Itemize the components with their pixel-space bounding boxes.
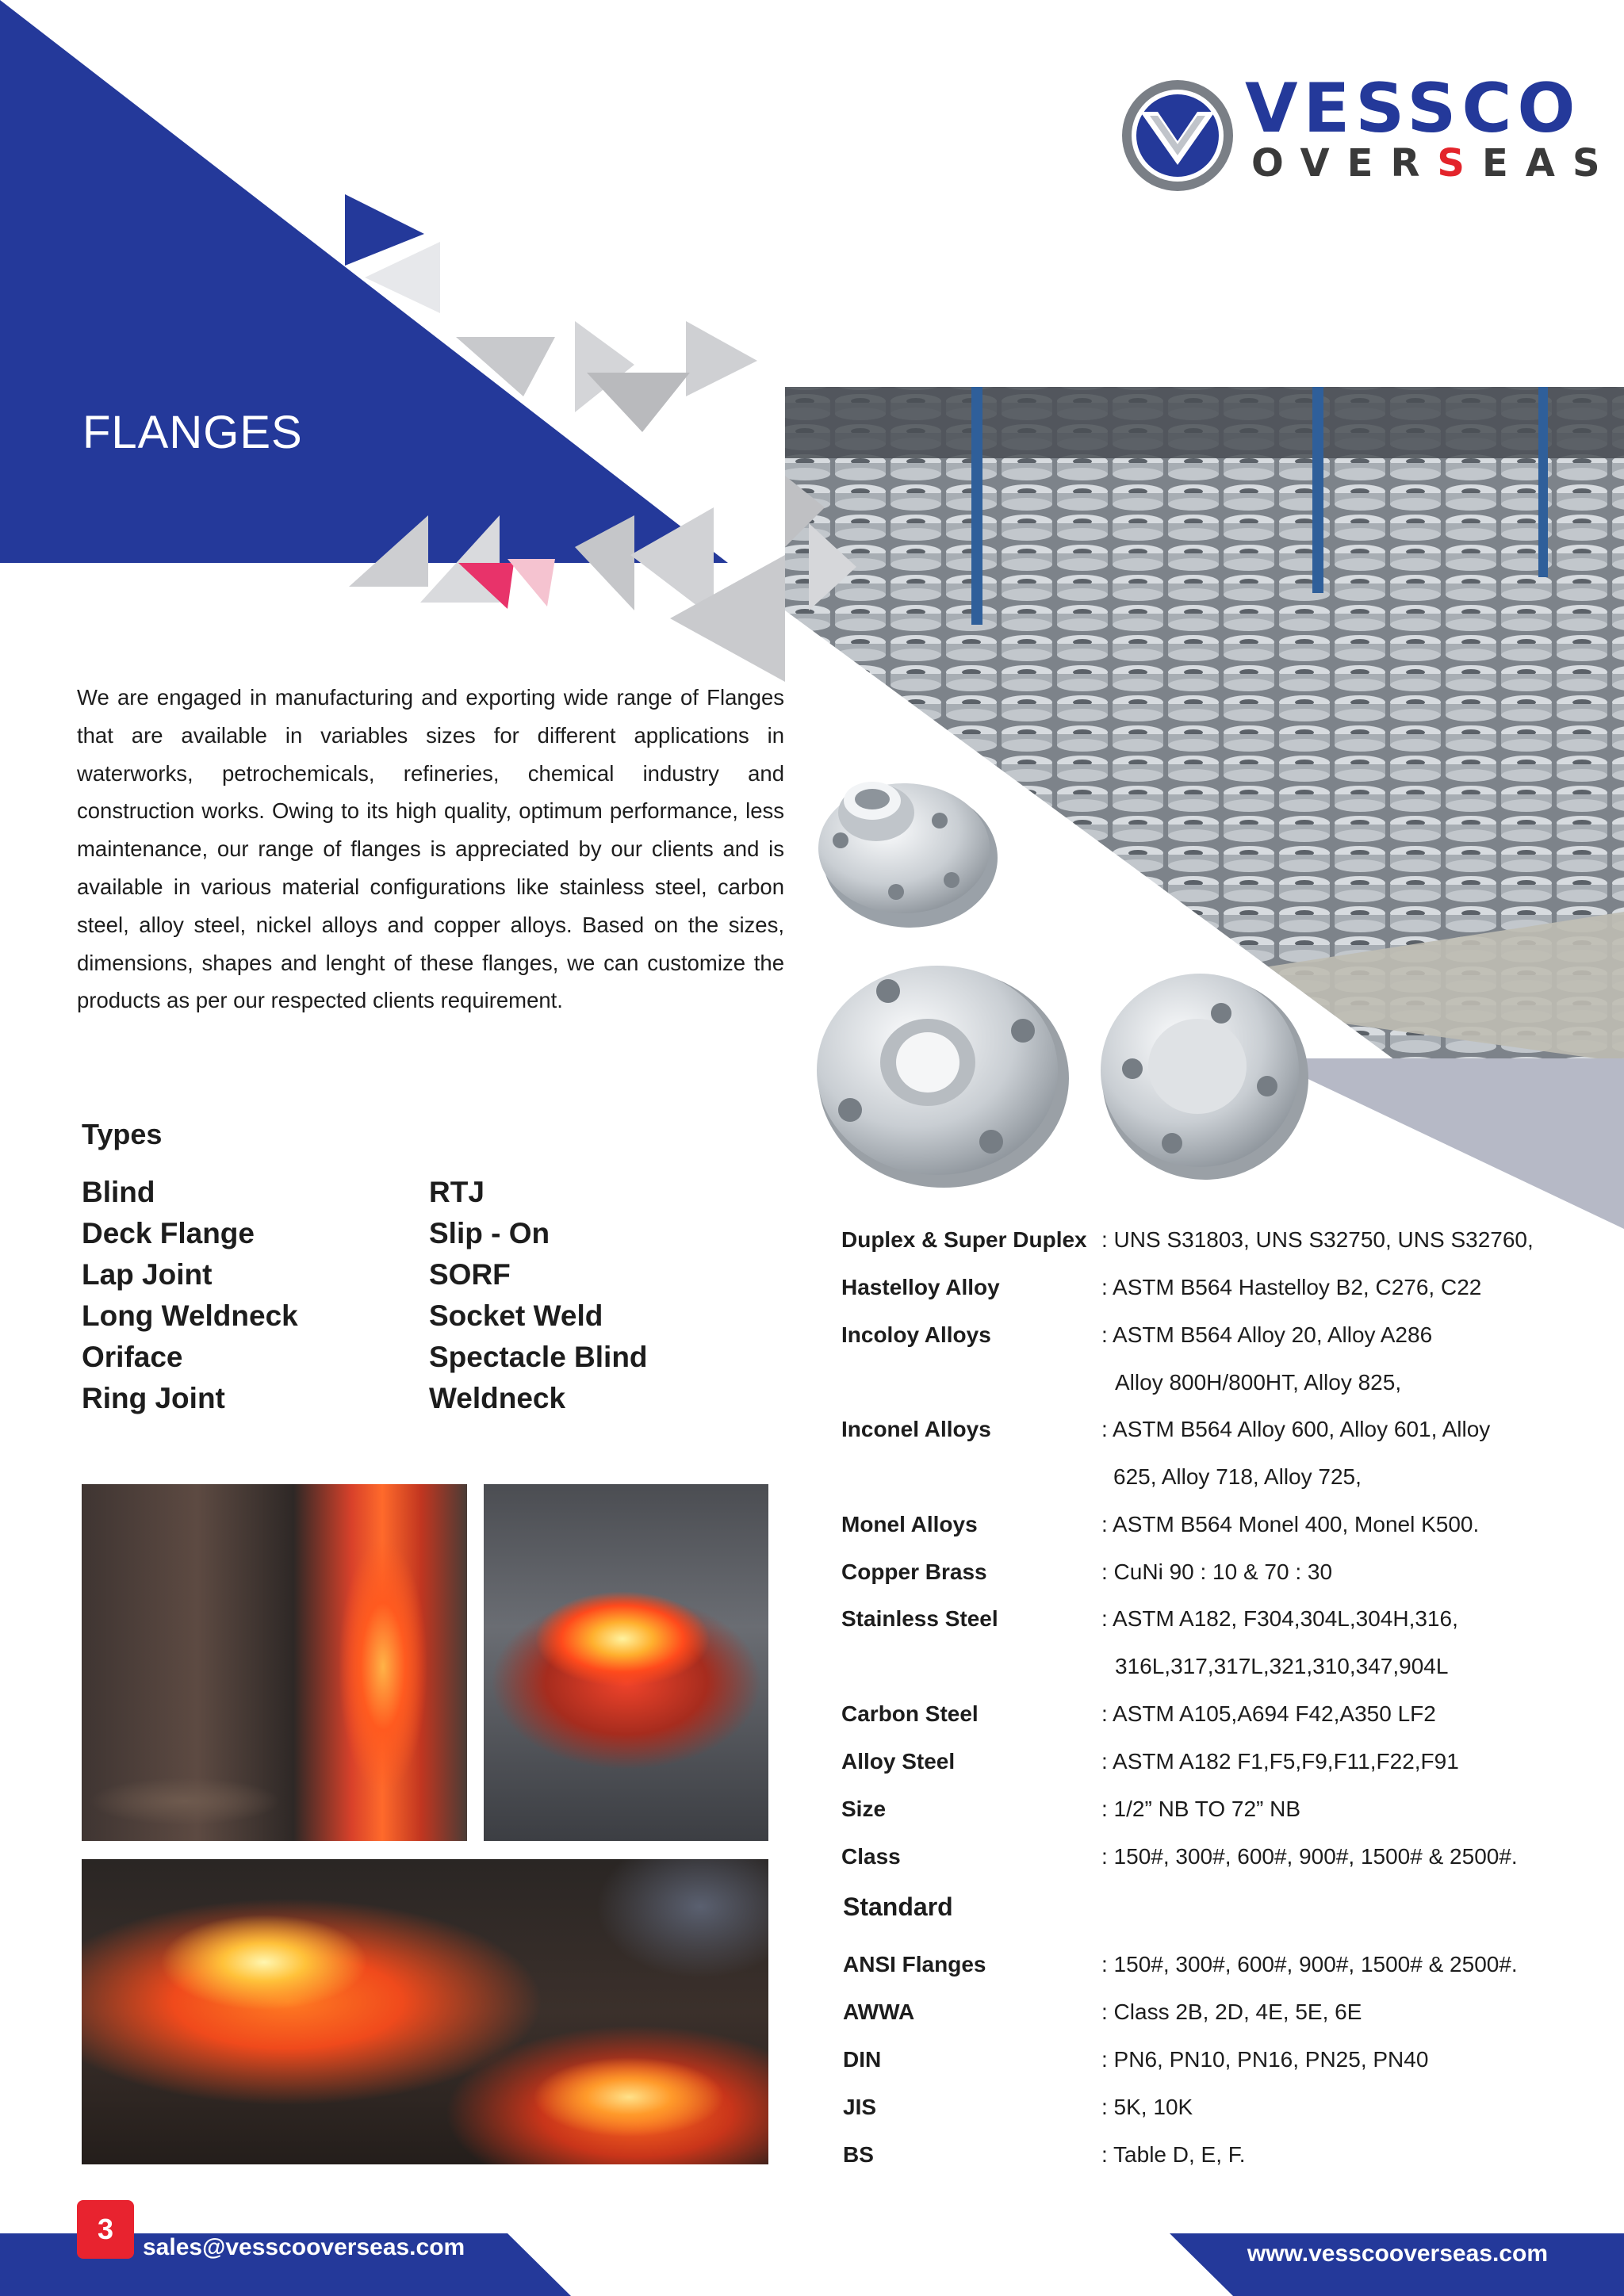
types-heading: Types: [82, 1118, 163, 1150]
spec-label: Copper Brass: [841, 1559, 987, 1584]
spec-value: : ASTM A182, F304,304L,304H,316,: [1101, 1606, 1458, 1631]
weld-neck-flange-image: [818, 782, 998, 928]
spec-label: Incoloy Alloys: [841, 1322, 991, 1347]
forging-photo-hot-shafts: [82, 1484, 467, 1841]
spec-label: Stainless Steel: [841, 1606, 998, 1631]
spec-value: : 1/2” NB TO 72” NB: [1101, 1797, 1301, 1821]
page-title: FLANGES: [82, 407, 303, 458]
type-item: Ring Joint: [82, 1382, 225, 1414]
type-item: Spectacle Blind: [429, 1341, 648, 1373]
intro-paragraph: We are engaged in manufacturing and exporting wide range of Flanges that are available in variables sizes for different applications in waterworks, petrochemicals, refineries, chemical industry and construction works. Owing to its high quality, optimum performance, less maintenance, our range of flanges is appreciated by our clients and is available in various material configurations like stainless steel, carbon steel, alloy steel, nickel alloys and copper alloys. Based on the sizes, dimensions, shapes and lenght of these flanges, we can customize the products as per our respected clients requirement.: [77, 685, 784, 1013]
page-number-badge: 3: [77, 2200, 134, 2259]
spec-label: Class: [841, 1844, 901, 1869]
type-item: Socket Weld: [429, 1299, 603, 1332]
spec-value: : CuNi 90 : 10 & 70 : 30: [1101, 1559, 1333, 1584]
spec-label: Inconel Alloys: [841, 1417, 991, 1441]
type-item: Slip - On: [429, 1217, 550, 1249]
brand-name-vessco: VESSCO: [1245, 69, 1581, 148]
standard-value: : 5K, 10K: [1101, 2095, 1193, 2119]
types-list-column-1: [82, 1172, 298, 1419]
forging-photo-hot-ring: [484, 1484, 768, 1841]
spec-value: : ASTM A105,A694 F42,A350 LF2: [1101, 1701, 1436, 1726]
type-item: Oriface: [82, 1341, 183, 1373]
footer-email-link[interactable]: sales@vesscooverseas.com: [143, 2234, 465, 2260]
standard-value: : PN6, PN10, PN16, PN25, PN40: [1101, 2047, 1429, 2072]
spec-label: Hastelloy Alloy: [841, 1275, 1000, 1299]
standard-heading: Standard: [843, 1892, 953, 1921]
standard-value: : Table D, E, F.: [1101, 2142, 1246, 2167]
spec-value: 625, Alloy 718, Alloy 725,: [1113, 1464, 1362, 1489]
spec-value: : UNS S31803, UNS S32750, UNS S32760,: [1101, 1227, 1534, 1252]
blind-flange-image: [1101, 974, 1308, 1180]
type-item: RTJ: [429, 1176, 485, 1208]
spec-value: : ASTM B564 Alloy 600, Alloy 601, Alloy: [1101, 1417, 1491, 1441]
type-item: SORF: [429, 1258, 511, 1291]
standard-value: : Class 2B, 2D, 4E, 5E, 6E: [1101, 1999, 1362, 2024]
standard-label: AWWA: [843, 1999, 915, 2024]
threaded-flange-image: [817, 966, 1069, 1188]
spec-label: Carbon Steel: [841, 1701, 979, 1726]
spec-value: : ASTM A182 F1,F5,F9,F11,F22,F91: [1101, 1749, 1459, 1774]
spec-value: : 150#, 300#, 600#, 900#, 1500# & 2500#.: [1101, 1844, 1518, 1869]
spec-value: : ASTM B564 Alloy 20, Alloy A286: [1101, 1322, 1433, 1347]
spec-value: Alloy 800H/800HT, Alloy 825,: [1115, 1370, 1402, 1395]
type-item: Deck Flange: [82, 1217, 255, 1249]
brand-name-overseas: OVERSEAS: [1251, 141, 1618, 186]
standard-value: : 150#, 300#, 600#, 900#, 1500# & 2500#.: [1101, 1952, 1518, 1976]
v-shield-logo-icon: [1118, 76, 1237, 195]
standard-label: DIN: [843, 2047, 882, 2072]
spec-value: : ASTM B564 Monel 400, Monel K500.: [1101, 1512, 1480, 1536]
type-item: Weldneck: [429, 1382, 566, 1414]
type-item: Lap Joint: [82, 1258, 213, 1291]
standard-label: JIS: [843, 2095, 877, 2119]
right-grey-triangle: [1265, 1058, 1624, 1229]
types-list-column-2: [429, 1172, 648, 1419]
brand-logo: [1118, 69, 1618, 200]
spec-value: 316L,317,317L,321,310,347,904L: [1115, 1654, 1449, 1678]
spec-label: Alloy Steel: [841, 1749, 956, 1774]
spec-label: Size: [841, 1797, 887, 1821]
type-item: Blind: [82, 1176, 155, 1208]
standard-label: ANSI Flanges: [843, 1952, 986, 1976]
type-item: Long Weldneck: [82, 1299, 298, 1332]
spec-label: Monel Alloys: [841, 1512, 978, 1536]
spec-value: : ASTM B564 Hastelloy B2, C276, C22: [1101, 1275, 1482, 1299]
spec-label: Duplex & Super Duplex: [841, 1227, 1087, 1252]
standard-label: BS: [843, 2142, 874, 2167]
footer-website-link[interactable]: www.vesscooverseas.com: [1247, 2241, 1548, 2267]
forging-photo-hot-flanges: [82, 1859, 768, 2164]
header-blue-triangle: [0, 0, 728, 563]
